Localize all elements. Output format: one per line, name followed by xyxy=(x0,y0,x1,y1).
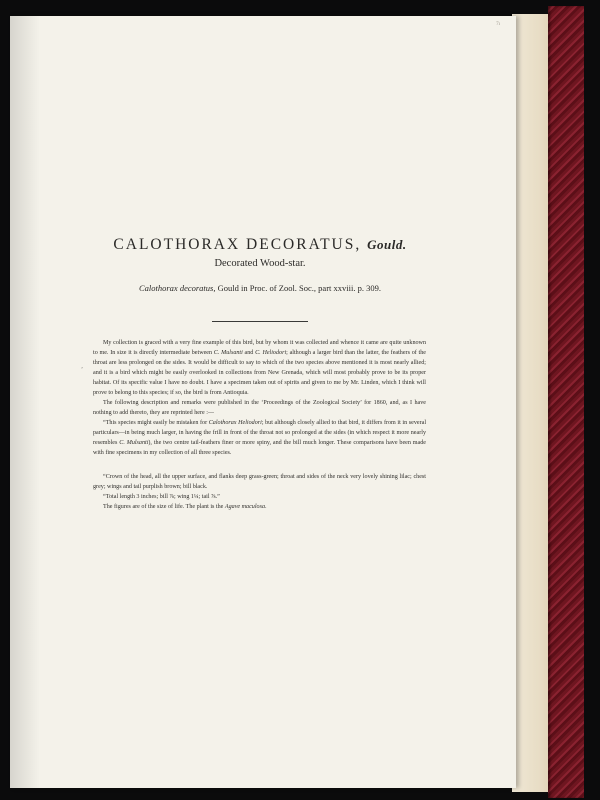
text-run: ; although a larger bird than the latter, the feathers of the throat are less prolonged on the sides. It would be difficult to say to which of the two species above mentioned it is most nearly allied; and it is a bird which might be easily overlooked in collections from New Grenada, which will most probably prove to be its proper habitat. Of its specific value I have no doubt. I have a specimen taken out of spirits and given to me by Mr. Linden, which I think will prove to belong to this species; if so, the bird is from Antioquia. xyxy=(93,350,426,396)
margin-mark: ’ xyxy=(81,367,83,373)
paragraph-3 xyxy=(93,418,426,458)
synonym-reference xyxy=(60,283,460,293)
text-run-italic: Calothorax Heliodori xyxy=(208,420,262,426)
text-run: My collection is graced with a very fine example of this bird, but by whom it was collected and whence it came are quite unknown to me. In size it is directly intermediate between xyxy=(93,340,426,356)
text-run-italic: C. Mulsanti xyxy=(119,440,149,446)
page-title xyxy=(60,236,460,254)
paragraph-1 xyxy=(93,338,426,398)
common-name: Decorated Wood-star. xyxy=(214,258,306,269)
text-run-italic: Agave maculosa xyxy=(224,504,265,510)
text-run: ), the two centre tail-feathers finer or more spiny, and the bill much longer. These comparisons have been made with fine specimens in my collection of all three species. xyxy=(93,440,426,456)
synonym-name: Calothorax decoratus, xyxy=(138,283,216,293)
text-run: and xyxy=(242,350,256,356)
page-gutter-shadow xyxy=(10,16,40,788)
paragraph-6 xyxy=(93,502,426,512)
text-run: . xyxy=(265,504,267,510)
page-number: 7ı xyxy=(496,22,500,27)
text-run-italic: C. Mulsanti xyxy=(213,350,243,356)
text-run-italic: C. Heliodori xyxy=(255,350,287,356)
divider-rule xyxy=(212,321,308,322)
text-run: ; but although closely allied to that bird, it differs from it in several particulars—in being much larger, in having the frill in front of the throat not so prolonged at the sides (in which respect it more nearly resembles xyxy=(93,420,427,446)
text-run: “This species might easily be mistaken for xyxy=(103,420,209,426)
body-text xyxy=(93,338,426,512)
text-run: The figures are of the size of life. The plant is the xyxy=(103,504,225,510)
species-author: Gould. xyxy=(367,237,407,252)
paragraph-2: The following description and remarks were published in the ‘Proceedings of the Zoological Society’ for 1860, and, as I have nothing to add thereto, they are reprinted here :— xyxy=(93,400,426,416)
species-name: CALOTHORAX DECORATUS, xyxy=(113,236,362,253)
paragraph-4: “Crown of the head, all the upper surface, and flanks deep grass-green; throat and sides of the neck very lovely shining lilac; chest grey; wings and tail purplish brown; bill black. xyxy=(93,474,426,490)
paragraph-5: “Total length 3 inches; bill ⅞; wing 1¼; tail ⅞.” xyxy=(103,494,220,500)
synonym-citation: Gould in Proc. of Zool. Soc., part xxviii. p. 309. xyxy=(217,283,381,293)
book-cover xyxy=(548,6,584,798)
